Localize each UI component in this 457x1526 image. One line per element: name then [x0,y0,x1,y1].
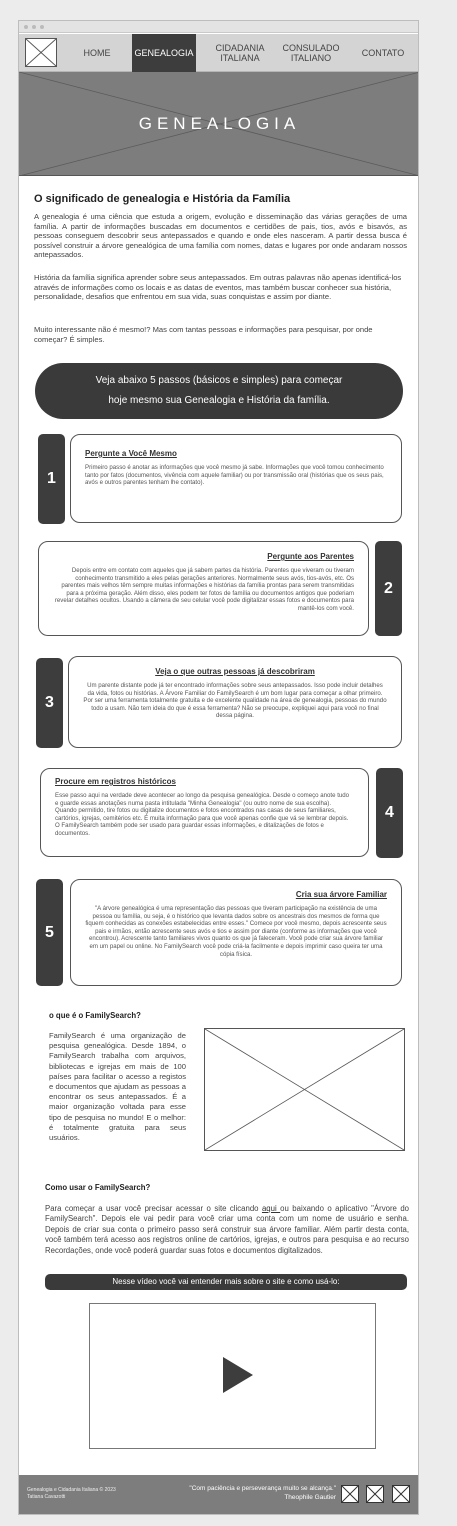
step-1-number: 1 [38,434,65,524]
intro-paragraph-1: A genealogia é uma ciência que estuda a origem, evolução e disseminação das várias gerações de uma família. A partir de informações buscadas em documentos e certidões de pais, tios, avós e bisavós, as pessoas conseguem descobrir seus antepassados e quando e onde eles nasceram. A partir dessa busca é possível construir a árvore genealógica de uma família com nomes, datas e lugares por onde andaram nossos antepassados. [34,212,407,260]
nav-genealogia[interactable]: GENEALOGIA [132,34,196,72]
window-dot [24,25,28,29]
intro-paragraph-3: Muito interessante não é mesmo!? Mas com tantas pessoas e informações para pesquisar, por onde começar? É simples. [34,325,373,344]
banner-line-1: Veja abaixo 5 passos (básicos e simples) para começar [95,375,343,386]
step-1-card [70,434,402,523]
step-3-card [68,656,402,748]
nav-consulado-italiano[interactable]: CONSULADO ITALIANO [282,43,340,63]
footer-author: Tatiana Cavazotti [27,1494,66,1500]
step-1-text: Primeiro passo é anotar as informações que você mesmo já sabe. Informações que você tomou conhecimento tanto por fatos (documentos, vivência com aquele familiar) ou por transmissão oral (histórias que os seus pais, avós e outros parentes tenham lhe contato). [85,464,384,487]
familysearch-text: FamilySearch é uma organização de pesquisa genealógica. Desde 1894, o FamilySearch trabalha com arquivos, bibliotecas e igrejas em mais de 100 países para facilitar o acesso a registos e documentos que ajudam as pessoas a encontrar os seus antepassados. É a maior organização voltada para esse tipo de pesquisa no mundo! E o melhor: é totalmente gratuita para seus usuários. [49,1031,186,1143]
howto-text-post: ou baixando o aplicativo "Árvore do FamilySearch". Depois ele vai pedir para você criar uma conta com um nome de usuário e senha. Depois de criar sua conta o primeiro passo será construir sua árvore familiar. Além partir desta conta, você também terá acesso aos registros online de cartórios, igrejas, e outros para pesquisa e ao recurso Recordações, onde você poderá guardar suas fotos e documentos digitalizados. [45,1204,409,1255]
footer-credits [27,1487,116,1501]
play-icon[interactable] [223,1357,253,1393]
step-5-text: "A árvore genealógica é uma representação das pessoas que tiveram participação na existência de uma pessoa ou família, ou seja, é o histórico que levanta dados sobre os ancestrais dos mesmos de forma que fiquem conhecidas as conexões estabelecidas entre esses." Comece por você mesmo, depois acrescente seus pais e irmãos, então acrescente seus avós e tios e assim por diante (conforme as informações que você encontrou). Acrescente tanto familiares vivos quanto os que já faleceram. Você pode criar sua árvore familiar em um papel ou online. No FamilySearch você pode criá-la facilmente e depois imprimir caso queira ter uma cópia física. [85,905,387,958]
footer-quote-author: Theophile Gautier [284,1493,336,1501]
step-4-text: Esse passo aqui na verdade deve acontecer ao longo da pesquisa genealógica. Desde o começo anote tudo e guarde essas anotações numa pasta intitulada "Minha Genealogia" (ou outro nome de sua escolha). Quando permitido, tire fotos ou digitalize documentos e fotos encontrados nas casas de seus familiares, cartórios, igrejas, cemitérios etc. É muita informação para que você apenas confie que vá se lembrar depois. O FamilySearch também pode ser usado para guardar essas informações, e ditalizações de fotos e documentos. [55,792,350,837]
social-icon[interactable] [366,1485,384,1503]
social-icon[interactable] [392,1485,410,1503]
howto-heading: Como usar o FamilySearch? [45,1183,151,1192]
footer-quote [189,1485,336,1502]
step-1-title: Pergunte a Você Mesmo [85,449,177,458]
step-3-number: 3 [36,658,63,748]
footer-quote-text: "Com paciência e perseverança muito se alcança." [189,1485,336,1492]
step-3-text: Um parente distante pode já ter encontrado informações sobre seus antepassados. Isso pode incluir detalhes da vida, fotos ou histórias. A Árvore Familiar do FamilySearch é um bom lugar para começar a olhar primeiro. Por ser uma ferramenta totalmente gratuita e de excelente qualidade na área de genealogia, pessoas do mundo todo a usam. Não tem ideia do que é essa ferramenta? Não se preocupe, expliquei aqui para você no final dessa página. [83,682,387,720]
steps-banner [35,363,403,419]
banner-line-2: hoje mesmo sua Genealogia e História da família. [108,395,330,406]
window-dot [32,25,36,29]
familysearch-link[interactable]: aqui [261,1204,281,1213]
step-2-number: 2 [375,541,402,636]
video-label-bar: Nesse vídeo você vai entender mais sobre o site e como usá-lo: [45,1274,407,1290]
step-5-title: Cria sua árvore Familiar [295,890,387,899]
navbar [19,34,419,72]
step-5-card [70,879,402,986]
hero-banner [19,72,419,176]
image-placeholder [204,1028,405,1151]
nav-contato[interactable]: CONTATO [361,48,405,58]
video-player[interactable] [89,1303,376,1449]
step-2-text: Depois entre em contato com aqueles que já sabem partes da história. Parentes que viveram ou tiveram conhecimento transmitido a eles pelas gerações anteriores. Normalmente seus avós, tios-avós, etc. Os parentes mais velhos têm sempre muitas informações e histórias da família prontas para serem transmitidas para a próxima geração. Além disso, eles podem ter fotos de família ou documentos antigos que poderiam revelar detalhes ocultos. Usando a câmera de seu celular você pode digitalizar essas fotos e documentos para mantê-los com você. [54,567,354,612]
step-5-number: 5 [36,879,63,986]
logo-placeholder[interactable] [25,38,57,67]
window-dot [40,25,44,29]
howto-text [45,1204,409,1256]
footer [19,1475,419,1515]
browser-window [18,20,419,1515]
step-2-title: Pergunte aos Parentes [267,552,354,561]
social-icon[interactable] [341,1485,359,1503]
intro-heading: O significado de genealogia e História da Família [34,193,291,205]
step-4-card [40,768,369,857]
hero-title: GENEALOGIA [138,114,301,133]
nav-cidadania-italiana[interactable]: CIDADANIA ITALIANA [215,43,265,63]
familysearch-heading: o que é o FamilySearch? [49,1011,141,1020]
window-chrome [19,21,418,33]
nav-home[interactable]: HOME [83,48,111,58]
howto-text-pre: Para começar a usar você precisar acessar o site clicando [45,1204,262,1213]
step-4-title: Procure em registros históricos [55,777,176,786]
intro-paragraph-2: História da família significa aprender sobre seus antepassados. Em outras palavras não apenas identificá-los através de informações como os locais e as datas de eventos, mas também buscar conhecer sua história, personalidade, desafios que enfrentou em sua vida, suas conquistas e assim por diante. [34,273,402,302]
step-3-title: Veja o que outras pessoas já descobriram [155,667,315,676]
footer-copyright: Genealogia e Cidadania Italiana © 2023 [27,1487,116,1493]
step-4-number: 4 [376,768,403,858]
step-2-card [38,541,369,636]
